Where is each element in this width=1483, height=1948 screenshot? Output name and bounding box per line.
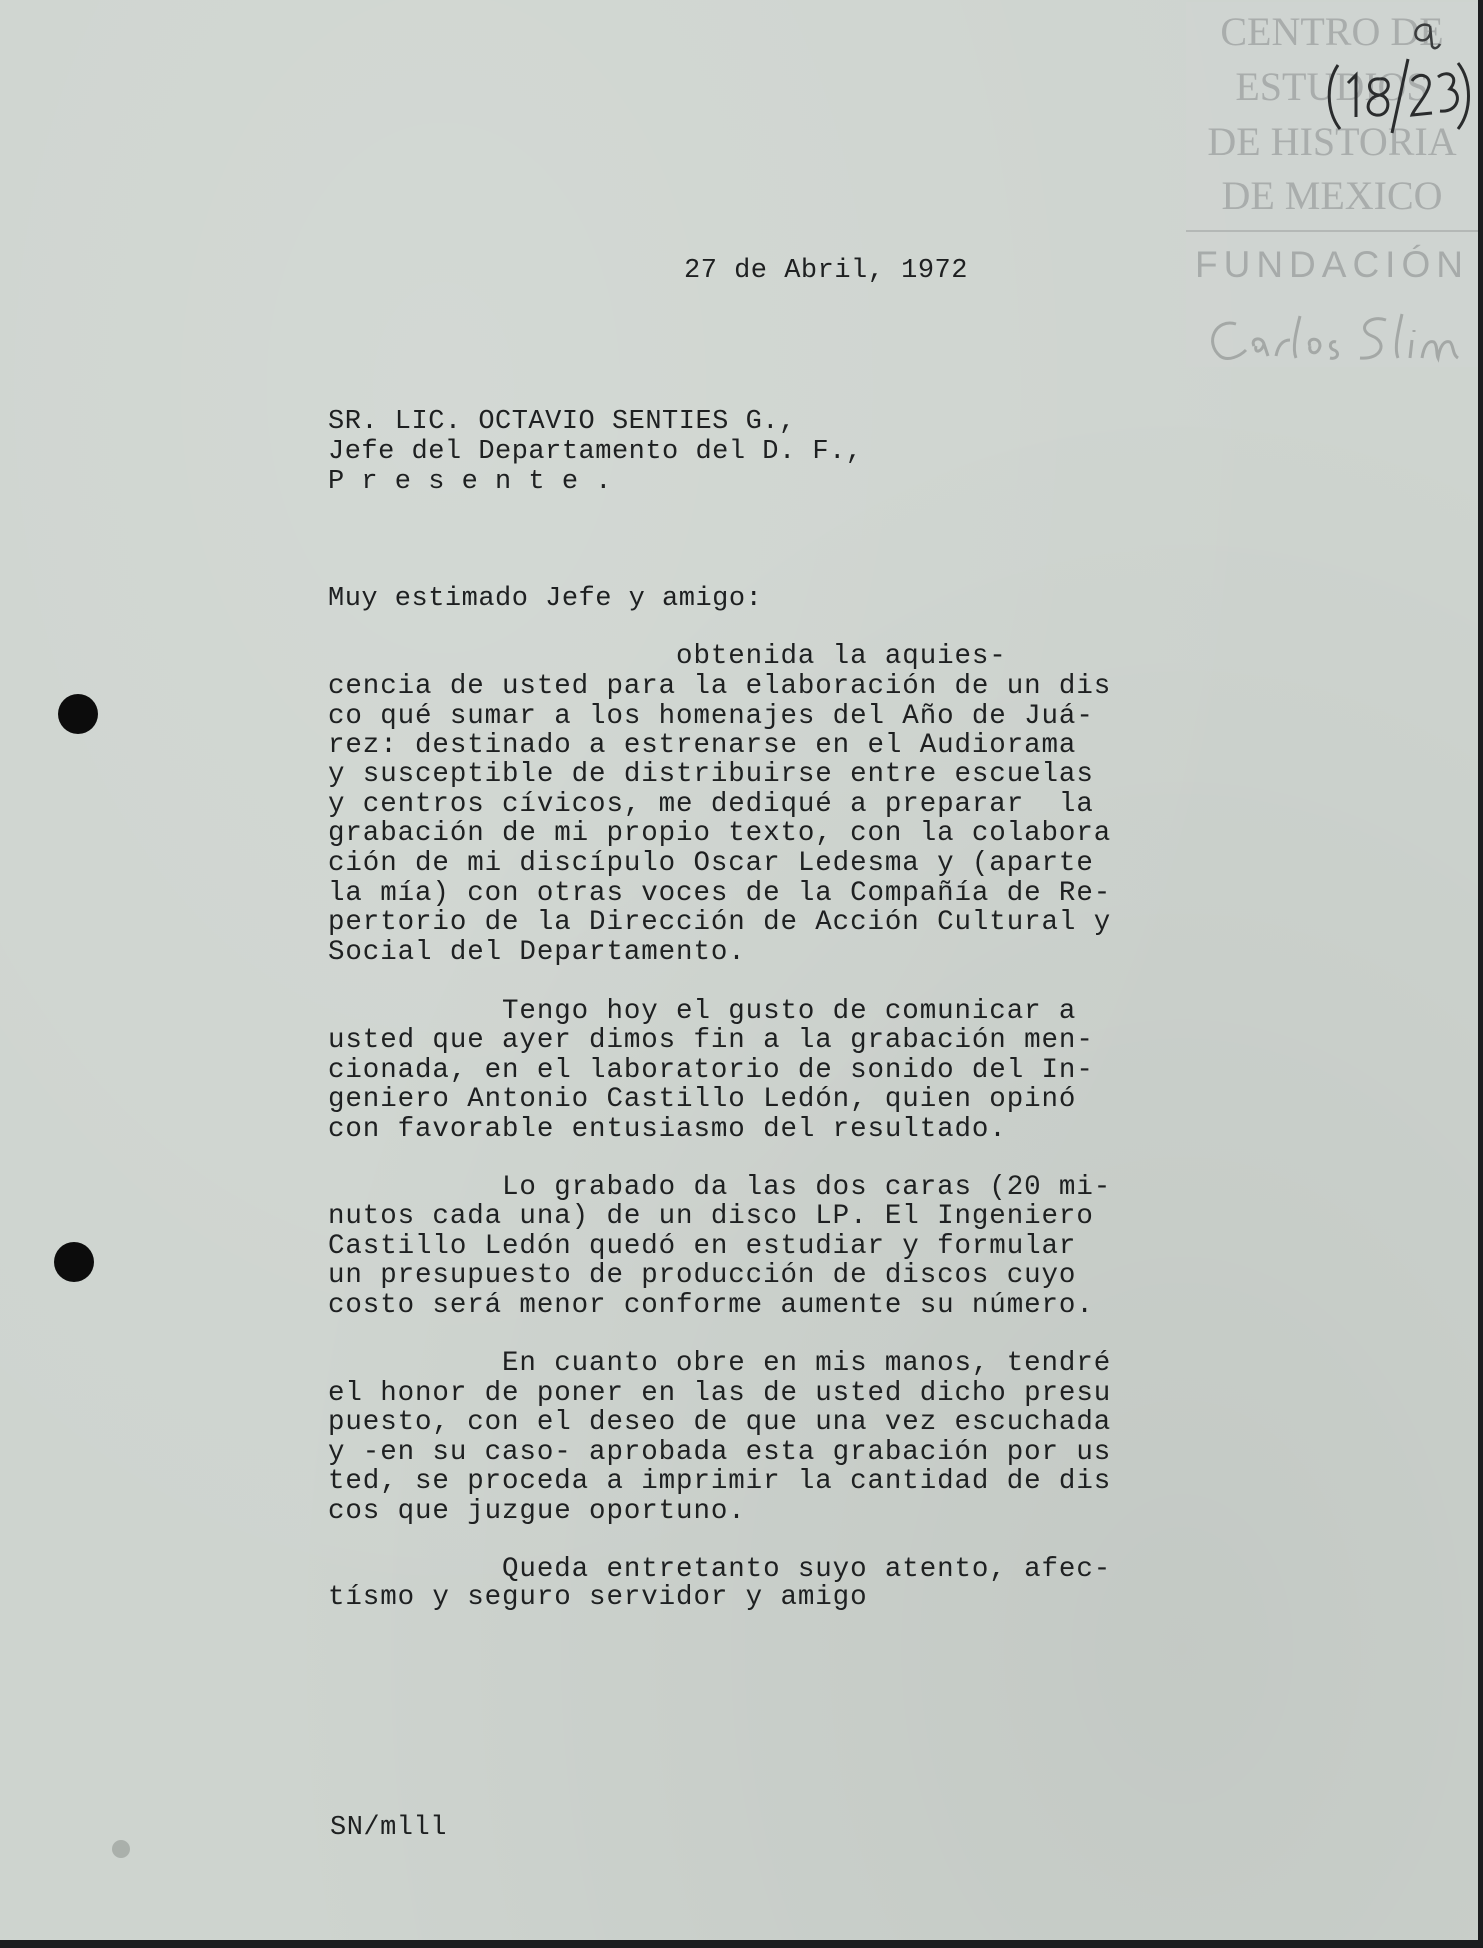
- paper-smudge: [112, 1840, 130, 1858]
- punch-hole-top: [58, 694, 98, 734]
- paragraph-1-line-3: co qué sumar a los homenajes del Año de Juá-: [328, 701, 1094, 732]
- punch-hole-bottom: [54, 1242, 94, 1282]
- paragraph-4-line-3: puesto, con el deseo de que una vez escuchada: [328, 1407, 1112, 1438]
- paragraph-1-line-9: la mía) con otras voces de la Compañía de Re-: [328, 878, 1112, 909]
- paragraph-1-line-1: obtenida la aquies-: [328, 641, 1007, 672]
- paragraph-3-line-4: un presupuesto de producción de discos cuyo: [328, 1260, 1077, 1291]
- paragraph-1-line-2: cencia de usted para la elaboración de un dis: [328, 671, 1112, 702]
- stamp-line-4: DE MEXICO: [1221, 173, 1443, 218]
- salutation: Muy estimado Jefe y amigo:: [328, 584, 763, 614]
- paragraph-1-line-7: grabación de mi propio texto, con la colabora: [328, 818, 1112, 849]
- paragraph-2-line-3: cionada, en el laboratorio de sonido del In-: [328, 1055, 1094, 1086]
- stamp-line-1: CENTRO DE: [1220, 9, 1444, 54]
- paragraph-3-line-3: Castillo Ledón quedó en estudiar y formular: [328, 1231, 1077, 1262]
- stamp-line-2: ESTUDIOS: [1235, 64, 1429, 109]
- paragraph-2-line-1: Tengo hoy el gusto de comunicar a: [328, 996, 1077, 1027]
- carlos-slim-signature-logo: [1196, 302, 1476, 372]
- recipient-line-1: SR. LIC. OCTAVIO SENTIES G.,: [328, 407, 796, 437]
- paragraph-4-line-5: ted, se proceda a imprimir la cantidad de dis: [328, 1466, 1112, 1497]
- paragraph-4-line-4: y -en su caso- aprobada esta grabación por us: [328, 1437, 1112, 1468]
- recipient-line-3: P r e s e n t e .: [328, 467, 612, 497]
- paragraph-4-line-6: cos que juzgue oportuno.: [328, 1496, 746, 1527]
- paragraph-1-line-5: y susceptible de distribuirse entre escuelas: [328, 759, 1094, 790]
- reference-initials: SN/mlll: [330, 1813, 447, 1843]
- paragraph-2-line-5: con favorable entusiasmo del resultado.: [328, 1114, 1007, 1145]
- paragraph-4-line-2: el honor de poner en las de usted dicho presu: [328, 1378, 1112, 1409]
- stamp-foundation: FUNDACIÓN: [1195, 244, 1469, 285]
- paragraph-3-line-1: Lo grabado da las dos caras (20 mi-: [328, 1172, 1112, 1203]
- recipient-line-2: Jefe del Departamento del D. F.,: [328, 437, 863, 467]
- paragraph-3-line-5: costo será menor conforme aumente su número.: [328, 1290, 1094, 1321]
- stamp-divider: [1186, 230, 1478, 232]
- paragraph-1-line-10: pertorio de la Dirección de Acción Cultural y: [328, 907, 1112, 938]
- paragraph-1-line-4: rez: destinado a estrenarse en el Audiorama: [328, 730, 1077, 761]
- handwritten-folio-mark: [1322, 55, 1472, 135]
- paragraph-1-line-6: y centros cívicos, me dediqué a preparar la: [328, 789, 1094, 820]
- paragraph-4-line-1: En cuanto obre en mis manos, tendré: [328, 1348, 1112, 1379]
- closing-line-2: tísmo y seguro servidor y amigo: [328, 1582, 868, 1613]
- paragraph-1-line-8: ción de mi discípulo Oscar Ledesma y (aparte: [328, 848, 1094, 879]
- handwritten-letter-mark: [1404, 14, 1444, 54]
- paragraph-1-line-11: Social del Departamento.: [328, 937, 746, 968]
- letter-date: 27 de Abril, 1972: [684, 256, 968, 286]
- stamp-line-3: DE HISTORIA: [1207, 119, 1457, 164]
- paragraph-3-line-2: nutos cada una) de un disco LP. El Ingeniero: [328, 1201, 1094, 1232]
- paragraph-2-line-4: geniero Antonio Castillo Ledón, quien opinó: [328, 1084, 1077, 1115]
- paragraph-2-line-2: usted que ayer dimos fin a la grabación men-: [328, 1025, 1094, 1056]
- closing-line-1: Queda entretanto suyo atento, afec-: [328, 1554, 1112, 1585]
